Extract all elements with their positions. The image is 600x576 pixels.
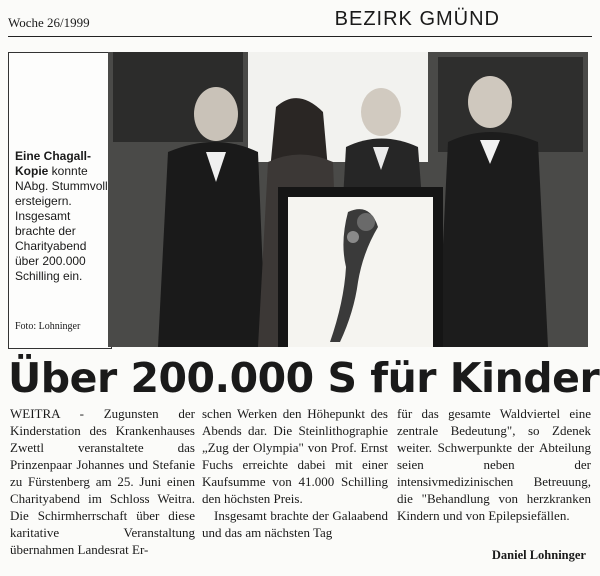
article-column-2-para-2: Insgesamt brachte der Galaabend und das am nächsten Tag <box>202 508 388 540</box>
caption-rest: konnte NAbg. Stummvoll ersteigern. Insgesamt brachte der Charityabend über 200.000 Schilling ein. <box>15 164 108 283</box>
caption-bold: Eine Chagall-Kopie <box>15 149 92 178</box>
photo-illustration <box>108 52 588 347</box>
article-column-2 <box>202 405 388 541</box>
photo-caption-box <box>8 52 112 349</box>
article-column-1: WEITRA - Zugunsten der Kinderstation des Krankenhauses Zwettl veranstaltete das Prinzenpaar Johannes und Stefanie zu Fürstenberg am 25. Juni einen Charityabend im Schloss Weitra. Die Schirmherrschaft über diese karitative Veranstaltung übernahmen Landesrat Er- <box>10 406 195 557</box>
article-column-2-para-1: schen Werken den Höhepunkt des Abends dar. Die Steinlithographie „Zug der Olympia" von Prof. Ernst Fuchs erreichte dabei mit einer Kaufsumme von 41.000 Schilling den höchsten Preis. <box>202 406 388 506</box>
news-photo <box>108 52 588 347</box>
headline: Über 200.000 S für Kinder <box>8 354 600 402</box>
article-column-3: für das gesamte Waldviertel eine zentrale Bedeutung", so Zdenek weiter. Schwerpunkte der Abteilung seien neben der intensivmedizinischen Betreuung, die "Behandlung von herzkranken Kindern und von Epilepsiefällen. <box>397 406 591 523</box>
section-title: BEZIRK GMÜND <box>334 8 500 30</box>
issue-number: Woche 26/1999 <box>8 15 90 30</box>
author-byline: Daniel Lohninger <box>491 548 586 562</box>
photo-credit: Foto: Lohninger <box>15 321 81 332</box>
header-rule <box>8 36 592 37</box>
page-header <box>8 6 592 34</box>
photo-caption <box>15 149 109 284</box>
